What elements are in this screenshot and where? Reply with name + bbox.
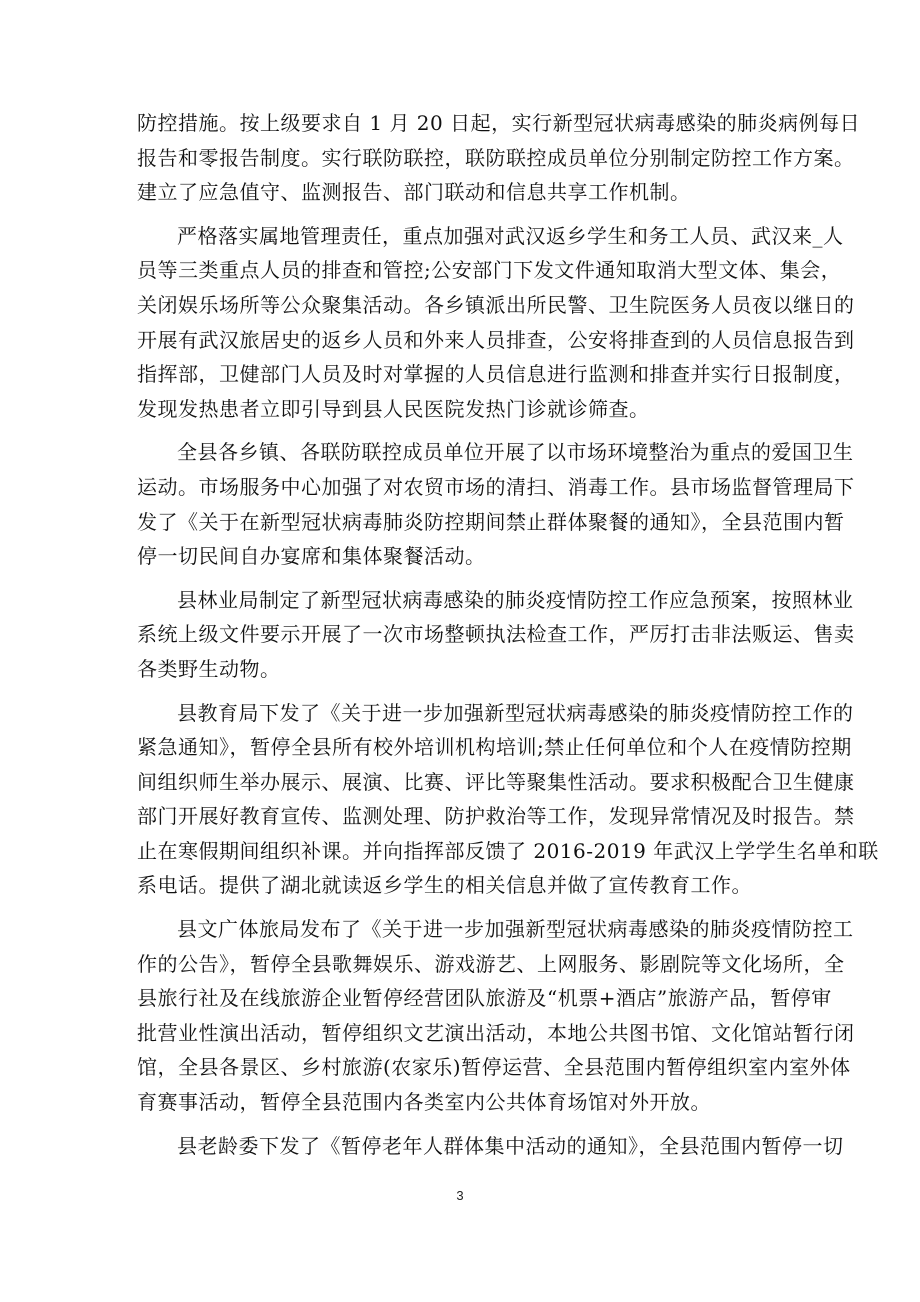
- text-line: 止在寒假期间组织补课。并向指挥部反馈了 2016-2019 年武汉上学学生名单和联: [137, 838, 879, 863]
- text-line: 作的公告》，暂停全县歌舞娱乐、游戏游艺、上网服务、影剧院等文化场所，全: [137, 951, 845, 976]
- text-line: 系统上级文件要示开展了一次市场整顿执法检查工作，严厉打击非法贩运、售卖: [137, 622, 855, 647]
- text-line: 防控措施。按上级要求自 1 月 20 日起，实行新型冠状病毒感染的肺炎病例每日: [137, 111, 861, 135]
- text-line: 县林业局制定了新型冠状病毒感染的肺炎疫情防控工作应急预案，按照林业: [177, 587, 854, 612]
- text-line: 建立了应急值守、监测报告、部门联动和信息共享工作机制。: [137, 180, 691, 205]
- text-line: 间组织师生举办展示、展演、比赛、评比等聚集性活动。要求积极配合卫生健康: [137, 769, 855, 794]
- text-line: 系电话。提供了湖北就读返乡学生的相关信息并做了宣传教育工作。: [137, 873, 752, 898]
- text-line: 关闭娱乐场所等公众聚集活动。各乡镇派出所民警、卫生院医务人员夜以继日的: [137, 292, 855, 317]
- text-line: 县老龄委下发了《暂停老年人群体集中活动的通知》，全县范围内暂停一切: [177, 1133, 844, 1158]
- text-line: 部门开展好教育宣传、监测处理、防护救治等工作，发现异常情况及时报告。禁: [137, 804, 855, 829]
- text-line: 严格落实属地管理责任，重点加强对武汉返乡学生和务工人员、武汉来_人: [177, 223, 844, 248]
- text-line: 开展有武汉旅居史的返乡人员和外来人员排查，公安将排查到的人员信息报告到: [137, 327, 855, 352]
- text-line: 报告和零报告制度。实行联防联控，联防联控成员单位分别制定防控工作方案。: [137, 145, 855, 170]
- text-line: 运动。市场服务中心加强了对农贸市场的清扫、消毒工作。县市场监督管理局下: [137, 474, 855, 499]
- text-line: 县旅行社及在线旅游企业暂停经营团队旅游及“机票+酒店”旅游产品，暂停审: [137, 986, 832, 1011]
- text-line: 县文广体旅局发布了《关于进一步加强新型冠状病毒感染的肺炎疫情防控工: [177, 917, 854, 942]
- text-line: 停一切民间自办宴席和集体聚餐活动。: [137, 544, 486, 569]
- text-line: 全县各乡镇、各联防联控成员单位开展了以市场环境整治为重点的爱国卫生: [177, 440, 854, 465]
- text-line: 馆，全县各景区、乡村旅游(农家乐)暂停运营、全县范围内暂停组织室内室外体: [137, 1055, 851, 1080]
- paragraph: [137, 435, 855, 573]
- text-line: 员等三类重点人员的排查和管控;公安部门下发文件通知取消大型文体、集会，: [137, 258, 842, 283]
- paragraph: [137, 696, 879, 904]
- page-number: 3: [456, 1188, 464, 1203]
- text-line: 指挥部，卫健部门人员及时对掌握的人员信息进行监测和排查并实行日报制度，: [137, 362, 855, 387]
- text-line: 批营业性演出活动，暂停组织文艺演出活动，本地公共图书馆、文化馆站暂行闭: [137, 1020, 855, 1045]
- paragraph: [137, 1129, 844, 1164]
- document-body: [137, 106, 879, 1172]
- paragraph: [137, 912, 855, 1120]
- text-line: 紧急通知》，暂停全县所有校外培训机构培训;禁止任何单位和个人在疫情防控期: [137, 735, 852, 760]
- paragraph: [137, 583, 855, 687]
- text-line: 发了《关于在新型冠状病毒肺炎防控期间禁止群体聚餐的通知》，全县范围内暂: [137, 509, 845, 534]
- text-line: 县教育局下发了《关于进一步加强新型冠状病毒感染的肺炎疫情防控工作的: [177, 700, 854, 725]
- text-line: 发现发热患者立即引导到县人民医院发热门诊就诊筛查。: [137, 396, 650, 421]
- paragraph: [137, 106, 861, 210]
- text-line: 育赛事活动，暂停全县范围内各类室内公共体育场馆对外开放。: [137, 1090, 711, 1115]
- text-line: 各类野生动物。: [137, 656, 281, 681]
- paragraph: [137, 219, 855, 427]
